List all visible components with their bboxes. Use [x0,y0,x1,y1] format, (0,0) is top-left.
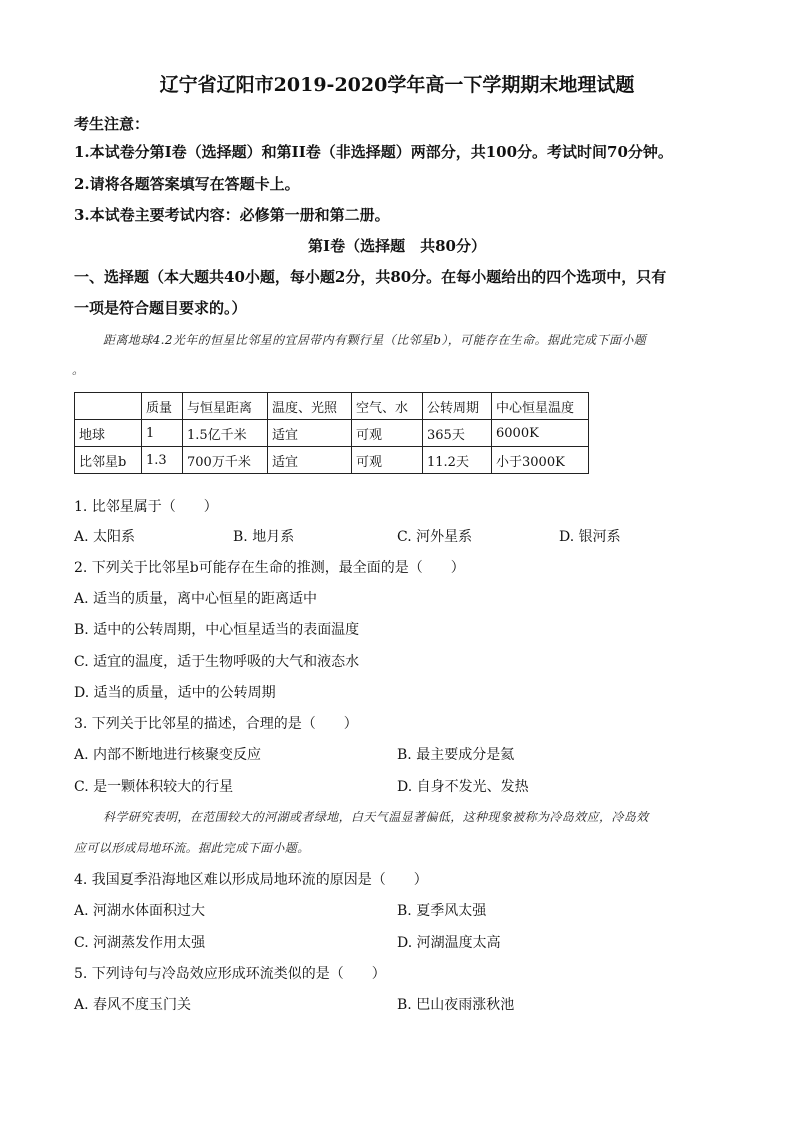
question-4-option-d[interactable]: D. 河湖温度太高 [397,935,501,951]
table-row [75,420,589,447]
question-1-option-b[interactable]: B. 地月系 [233,529,295,545]
table-header-row [75,393,589,420]
intro1-line1: 距离地球4.2光年的恒星比邻星的宜居带内有颗行星（比邻星b），可能存在生命。据此完成下面小题 [103,333,647,347]
table-cell: 1 [142,420,183,447]
question-2-option-c[interactable]: C. 适宜的温度，适于生物呼吸的大气和液态水 [74,654,360,670]
intro2-line1: 科学研究表明，在范围较大的河湖或者绿地，白天气温显著偏低，这种现象被称为冷岛效应，冷岛效 [103,810,649,824]
question-2-option-d[interactable]: D. 适当的质量，适中的公转周期 [74,685,276,701]
table-header-cell: 中心恒星温度 [492,393,589,420]
intro1-line2: 。 [72,363,85,377]
question-4-option-c[interactable]: C. 河湖蒸发作用太强 [74,935,206,951]
table-header-cell: 公转周期 [423,393,492,420]
table-header-cell [75,393,142,420]
question-3-stem: 3. 下列关于比邻星的描述，合理的是（ ） [74,716,358,732]
question-5-option-a[interactable]: A. 春风不度玉门关 [74,997,192,1013]
question-3-option-d[interactable]: D. 自身不发光、发热 [397,779,529,795]
notes-heading: 考生注意： [74,115,150,133]
table-cell: 比邻星b [75,447,142,474]
table-header-cell: 质量 [142,393,183,420]
page-title: 辽宁省辽阳市2019-2020学年高一下学期期末地理试题 [159,74,635,96]
question-5-option-b[interactable]: B. 巴山夜雨涨秋池 [397,997,515,1013]
question-1-option-d[interactable]: D. 银河系 [559,529,621,545]
table-cell: 1.5亿千米 [183,420,268,447]
question-4-option-a[interactable]: A. 河湖水体面积过大 [74,903,206,919]
table-row [75,447,589,474]
question-4-stem: 4. 我国夏季沿海地区难以形成局地环流的原因是（ ） [74,872,428,888]
question-2-stem: 2. 下列关于比邻星b可能存在生命的推测，最全面的是（ ） [74,560,465,576]
question-3-option-c[interactable]: C. 是一颗体积较大的行星 [74,779,234,795]
question-2-option-b[interactable]: B. 适中的公转周期，中心恒星适当的表面温度 [74,622,360,638]
question-5-stem: 5. 下列诗句与冷岛效应形成环流类似的是（ ） [74,966,386,982]
notes-item-2: 2.请将各题答案填写在答题卡上。 [74,175,300,193]
question-1-option-c[interactable]: C. 河外星系 [397,529,473,545]
table-cell: 适宜 [268,447,352,474]
planet-comparison-table [74,392,589,474]
table-cell: 可观 [352,420,423,447]
question-3-option-a[interactable]: A. 内部不断地进行核聚变反应 [74,747,262,763]
table-cell: 地球 [75,420,142,447]
notes-item-3: 3.本试卷主要考试内容：必修第一册和第二册。 [74,206,390,224]
table-cell: 适宜 [268,420,352,447]
question-3-option-b[interactable]: B. 最主要成分是氦 [397,747,515,763]
table-cell: 11.2天 [423,447,492,474]
table-header-cell: 温度、光照 [268,393,352,420]
table-cell: 700万千米 [183,447,268,474]
table-cell: 365天 [423,420,492,447]
question-1-stem: 1. 比邻星属于（ ） [74,499,218,515]
intro2-line2: 应可以形成局地环流。据此完成下面小题。 [74,841,310,855]
question-4-option-b[interactable]: B. 夏季风太强 [397,903,487,919]
table-cell: 6000K [492,420,589,447]
part1-title: 第Ⅰ卷（选择题 共80分） [308,237,486,255]
table-header-cell: 空气、水 [352,393,423,420]
table-cell: 小于3000K [492,447,589,474]
section1-line1: 一、选择题（本大题共40小题，每小题2分，共80分。在每小题给出的四个选项中，只有 [74,268,667,286]
table-cell: 1.3 [142,447,183,474]
question-1-option-a[interactable]: A. 太阳系 [74,529,136,545]
question-2-option-a[interactable]: A. 适当的质量，离中心恒星的距离适中 [74,591,318,607]
table-cell: 可观 [352,447,423,474]
section1-line2: 一项是符合题目要求的。） [74,299,247,317]
notes-item-1: 1.本试卷分第Ⅰ卷（选择题）和第II卷（非选择题）两部分，共100分。考试时间70分钟。 [74,143,673,161]
table-header-cell: 与恒星距离 [183,393,268,420]
